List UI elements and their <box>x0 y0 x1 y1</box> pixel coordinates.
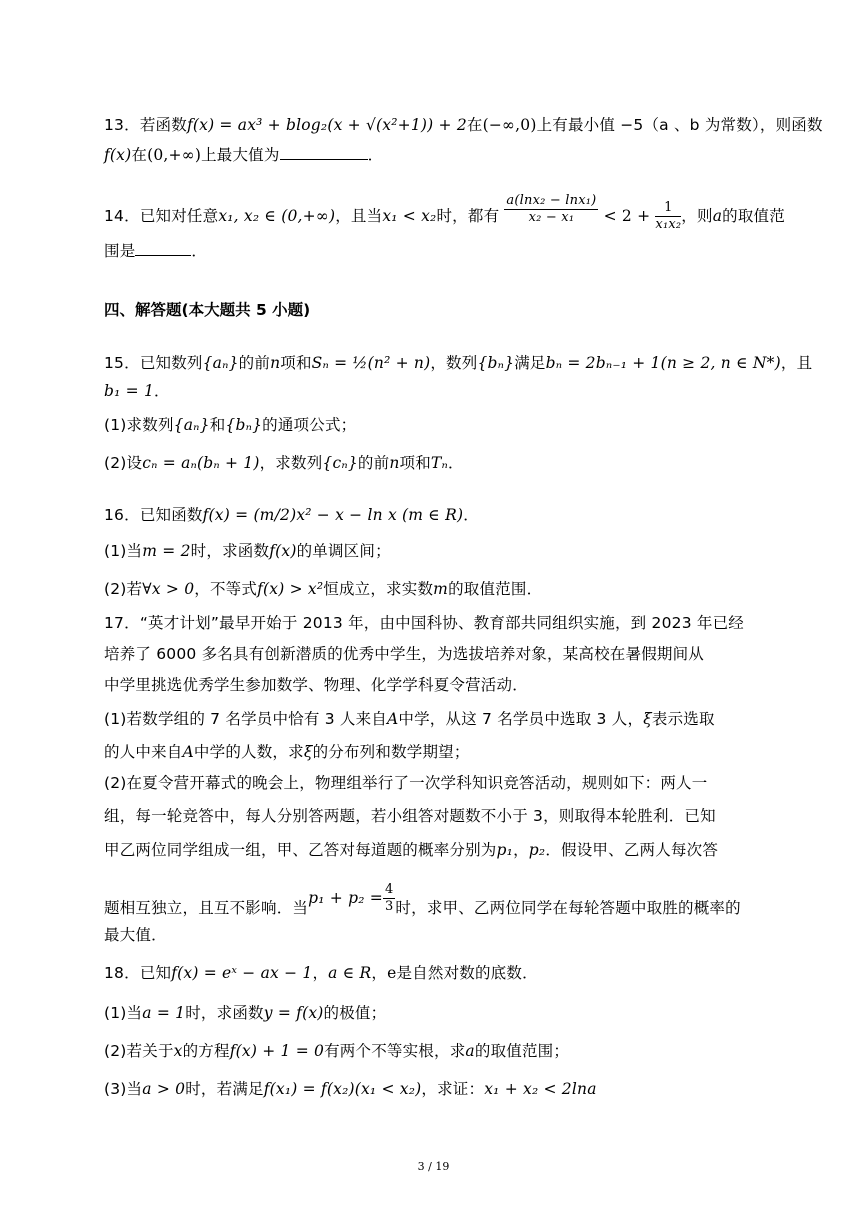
q16-part-1: (1)当m = 2时，求函数f(x)的单调区间； <box>104 542 391 560</box>
q17-fraction: $\frac{4}{3}$ <box>384 882 394 914</box>
section-header: 四、解答题(本大题共 5 小题) <box>104 301 311 319</box>
page-number: 3 / 19 <box>417 1160 450 1173</box>
q13-line-2: f(x)在(0,+∞)上最大值为 ． <box>104 146 384 164</box>
q13-answer-blank <box>280 145 368 160</box>
q17-part-2-line-5: 最大值． <box>104 926 167 944</box>
q17-line-3: 中学里挑选优秀学生参加数学、物理、化学学科夏令营活动． <box>104 676 528 694</box>
q17-part-2-line-3: 甲乙两位同学组成一组，甲、乙答对每道题的概率分别为p₁，p₂．假设甲、乙两人每次答 <box>104 841 719 859</box>
q14-line-1: 14．已知对任意x₁, x₂ ∈ (0,+∞)，且当x₁ < x₂时，都有 $\frac{\text{a(lnx₂ − lnx₁)}}{\text{x₂ − x₁}}$ < 2 + $\frac{1}{\text{x₁x₂}}$ ，则a的取值范 <box>104 193 785 232</box>
q15-part-2: (2)设cₙ = aₙ(bₙ + 1)，求数列{cₙ}的前n项和Tₙ． <box>104 454 464 472</box>
q13-interval-pos: (0,+∞) <box>147 146 202 164</box>
q18-part-1: (1)当a = 1时，求函数y = f(x)的极值； <box>104 1004 387 1022</box>
q17-line-1: 17．“英才计划”最早开始于 2013 年，由中国科协、教育部共同组织实施，到 2023 年已经 <box>104 614 744 632</box>
q15-line-2: b₁ = 1． <box>104 382 170 400</box>
q14-line-2: 围是 ． <box>104 242 208 260</box>
q16-line-1: 16．已知函数f(x) = (m/2)x² − x − ln x (m ∈ R)． <box>104 506 479 524</box>
q18-function: f(x) = eˣ − ax − 1 <box>171 964 313 982</box>
q16-function: f(x) = (m/2)x² − x − ln x (m ∈ R) <box>202 506 464 524</box>
q14-fraction: $\frac{\text{a(lnx₂ − lnx₁)}}{\text{x₂ − x₁}}$ <box>506 193 597 225</box>
q17-part-1-line-1: (1)若数学组的 7 名学员中恰有 3 人来自A中学，从这 7 名学员中选取 3 人，ξ表示选取 <box>104 710 715 728</box>
q17-part-2-line-4: 题相互独立，且互不影响．当p₁ + p₂ = $\frac{4}{3}$ 时，求甲、乙两位同学在每轮答题中取胜的概率的 <box>104 882 741 917</box>
q17-part-2-line-1: (2)在夏令营开幕式的晚会上，物理组举行了一次学科知识竞答活动，规则如下：两人一 <box>104 774 708 792</box>
q16-part-2: (2)若∀x > 0，不等式f(x) > x²恒成立，求实数m的取值范围． <box>104 580 543 598</box>
q18-line-1: 18．已知f(x) = eˣ − ax − 1，a ∈ R，e是自然对数的底数． <box>104 964 538 982</box>
q14-answer-blank <box>135 241 191 256</box>
q18-part-3: (3)当a > 0时，若满足f(x₁) = f(x₂)(x₁ < x₂)，求证：x₁ + x₂ < 2lna <box>104 1080 597 1098</box>
q13-function: f(x) = ax³ + blog₂(x + √(x²+1)) + 2 <box>186 116 467 134</box>
q14-fraction-2: $\frac{1}{\text{x₁x₂}}$ <box>655 200 682 232</box>
q17-line-2: 培养了 6000 多名具有创新潜质的优秀中学生，为选拔培养对象，某高校在暑假期间从 <box>104 645 705 663</box>
q13-interval-neg: (−∞,0) <box>482 116 537 134</box>
q17-part-1-line-2: 的人中来自A中学的人数，求ξ的分布列和数学期望； <box>104 743 470 761</box>
q15-line-1: 15．已知数列{aₙ}的前n项和Sₙ = ½(n² + n)，数列{bₙ}满足bₙ = 2bₙ₋₁ + 1(n ≥ 2, n ∈ N*)，且 <box>104 354 813 372</box>
q15-part-1: (1)求数列{aₙ}和{bₙ}的通项公式； <box>104 416 357 434</box>
q18-part-2: (2)若关于x的方程f(x) + 1 = 0有两个不等实根，求a的取值范围； <box>104 1042 570 1060</box>
q17-part-2-line-2: 组，每一轮竞答中，每人分别答两题，若小组答对题数不小于 3，则取得本轮胜利．已知 <box>104 807 716 825</box>
q13-line-1: 13．若函数f(x) = ax³ + blog₂(x + √(x²+1)) + 2在(−∞,0)上有最小值 −5（a 、b 为常数），则函数 <box>104 116 823 134</box>
